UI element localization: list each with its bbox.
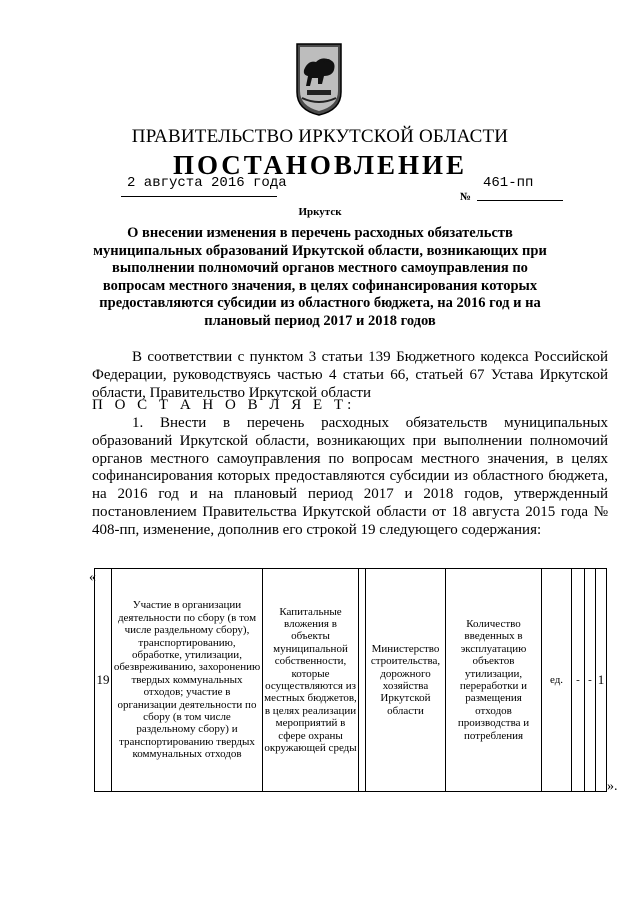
quote-open: «	[89, 570, 96, 585]
preamble-paragraph: В соответствии с пунктом 3 статьи 139 Бюджетного кодекса Российской Федерации, руководствуясь частью 4 статьи 66, статьей 67 Устава Иркутской области, Правительство Иркутской области	[92, 349, 608, 401]
date-underline	[121, 196, 277, 197]
number-underline	[477, 200, 563, 201]
clause-1-paragraph: 1. Внести в перечень расходных обязательств муниципальных образований Иркутской области, возникающих при выполнении полномочий органов местного самоуправления по вопросам местного значения, в целях софинансирования которых предоставляются субсидии из областного бюджета, на 2016 год и на плановый период 2017 и 2018 годов, утвержденный постановлением Правительства Иркутской области от 18 августа 2015 года № 408-пп, изменение, дополнив его строкой 19 следующего содержания:	[92, 415, 608, 538]
unit-cell: ед.	[542, 569, 572, 792]
quote-close: ».	[607, 779, 618, 794]
table-row	[95, 569, 607, 792]
indicator-cell: Количество введенных в эксплуатацию объектов утилизации, переработки и размещения отходов производства и потребления	[446, 569, 542, 792]
city: Иркутск	[298, 206, 342, 218]
value-2016-cell: -	[572, 569, 585, 792]
resolution-keyword: П О С Т А Н О В Л Я Е Т:	[92, 397, 356, 413]
authority-cell: Участие в организации деятельности по сбору (в том числе раздельному сбору), транспортированию, обработке, утилизации, обезвреживанию, захоронению твердых коммунальных отходов; участие в организации деятельности по сбору (в том числе раздельному сбору) и транспортированию твердых коммунальных отходов	[112, 569, 263, 792]
coat-of-arms-emblem	[294, 40, 344, 116]
document-date: 2 августа 2016 года	[127, 175, 287, 191]
document-title: О внесении изменения в перечень расходных обязательств муниципальных образований Иркутской области, возникающих при выполнении полномочий органов местного самоуправления по вопросам местного значения, в целях софинансирования которых предоставляются субсидии из областного бюджета, на 2016 год и на плановый период 2017 и 2018 годов	[93, 225, 547, 329]
expenditure-table	[94, 568, 607, 792]
document-type: ПОСТАНОВЛЕНИЕ	[172, 150, 468, 180]
value-2018-cell: 1	[596, 569, 607, 792]
value-2017-cell: -	[585, 569, 596, 792]
ministry-cell: Министерство строительства, дорожного хозяйства Иркутской области	[366, 569, 446, 792]
empty-cell	[359, 569, 366, 792]
row-number: 19	[95, 569, 112, 792]
organization-name: ПРАВИТЕЛЬСТВО ИРКУТСКОЙ ОБЛАСТИ	[131, 126, 509, 147]
expenditure-cell: Капитальные вложения в объекты муниципальной собственности, которые осуществляются из местных бюджетов, в целях реализации мероприятий в сфере охраны окружающей среды	[263, 569, 359, 792]
document-number: 461-пп	[483, 175, 534, 191]
number-sign: №	[460, 191, 472, 203]
